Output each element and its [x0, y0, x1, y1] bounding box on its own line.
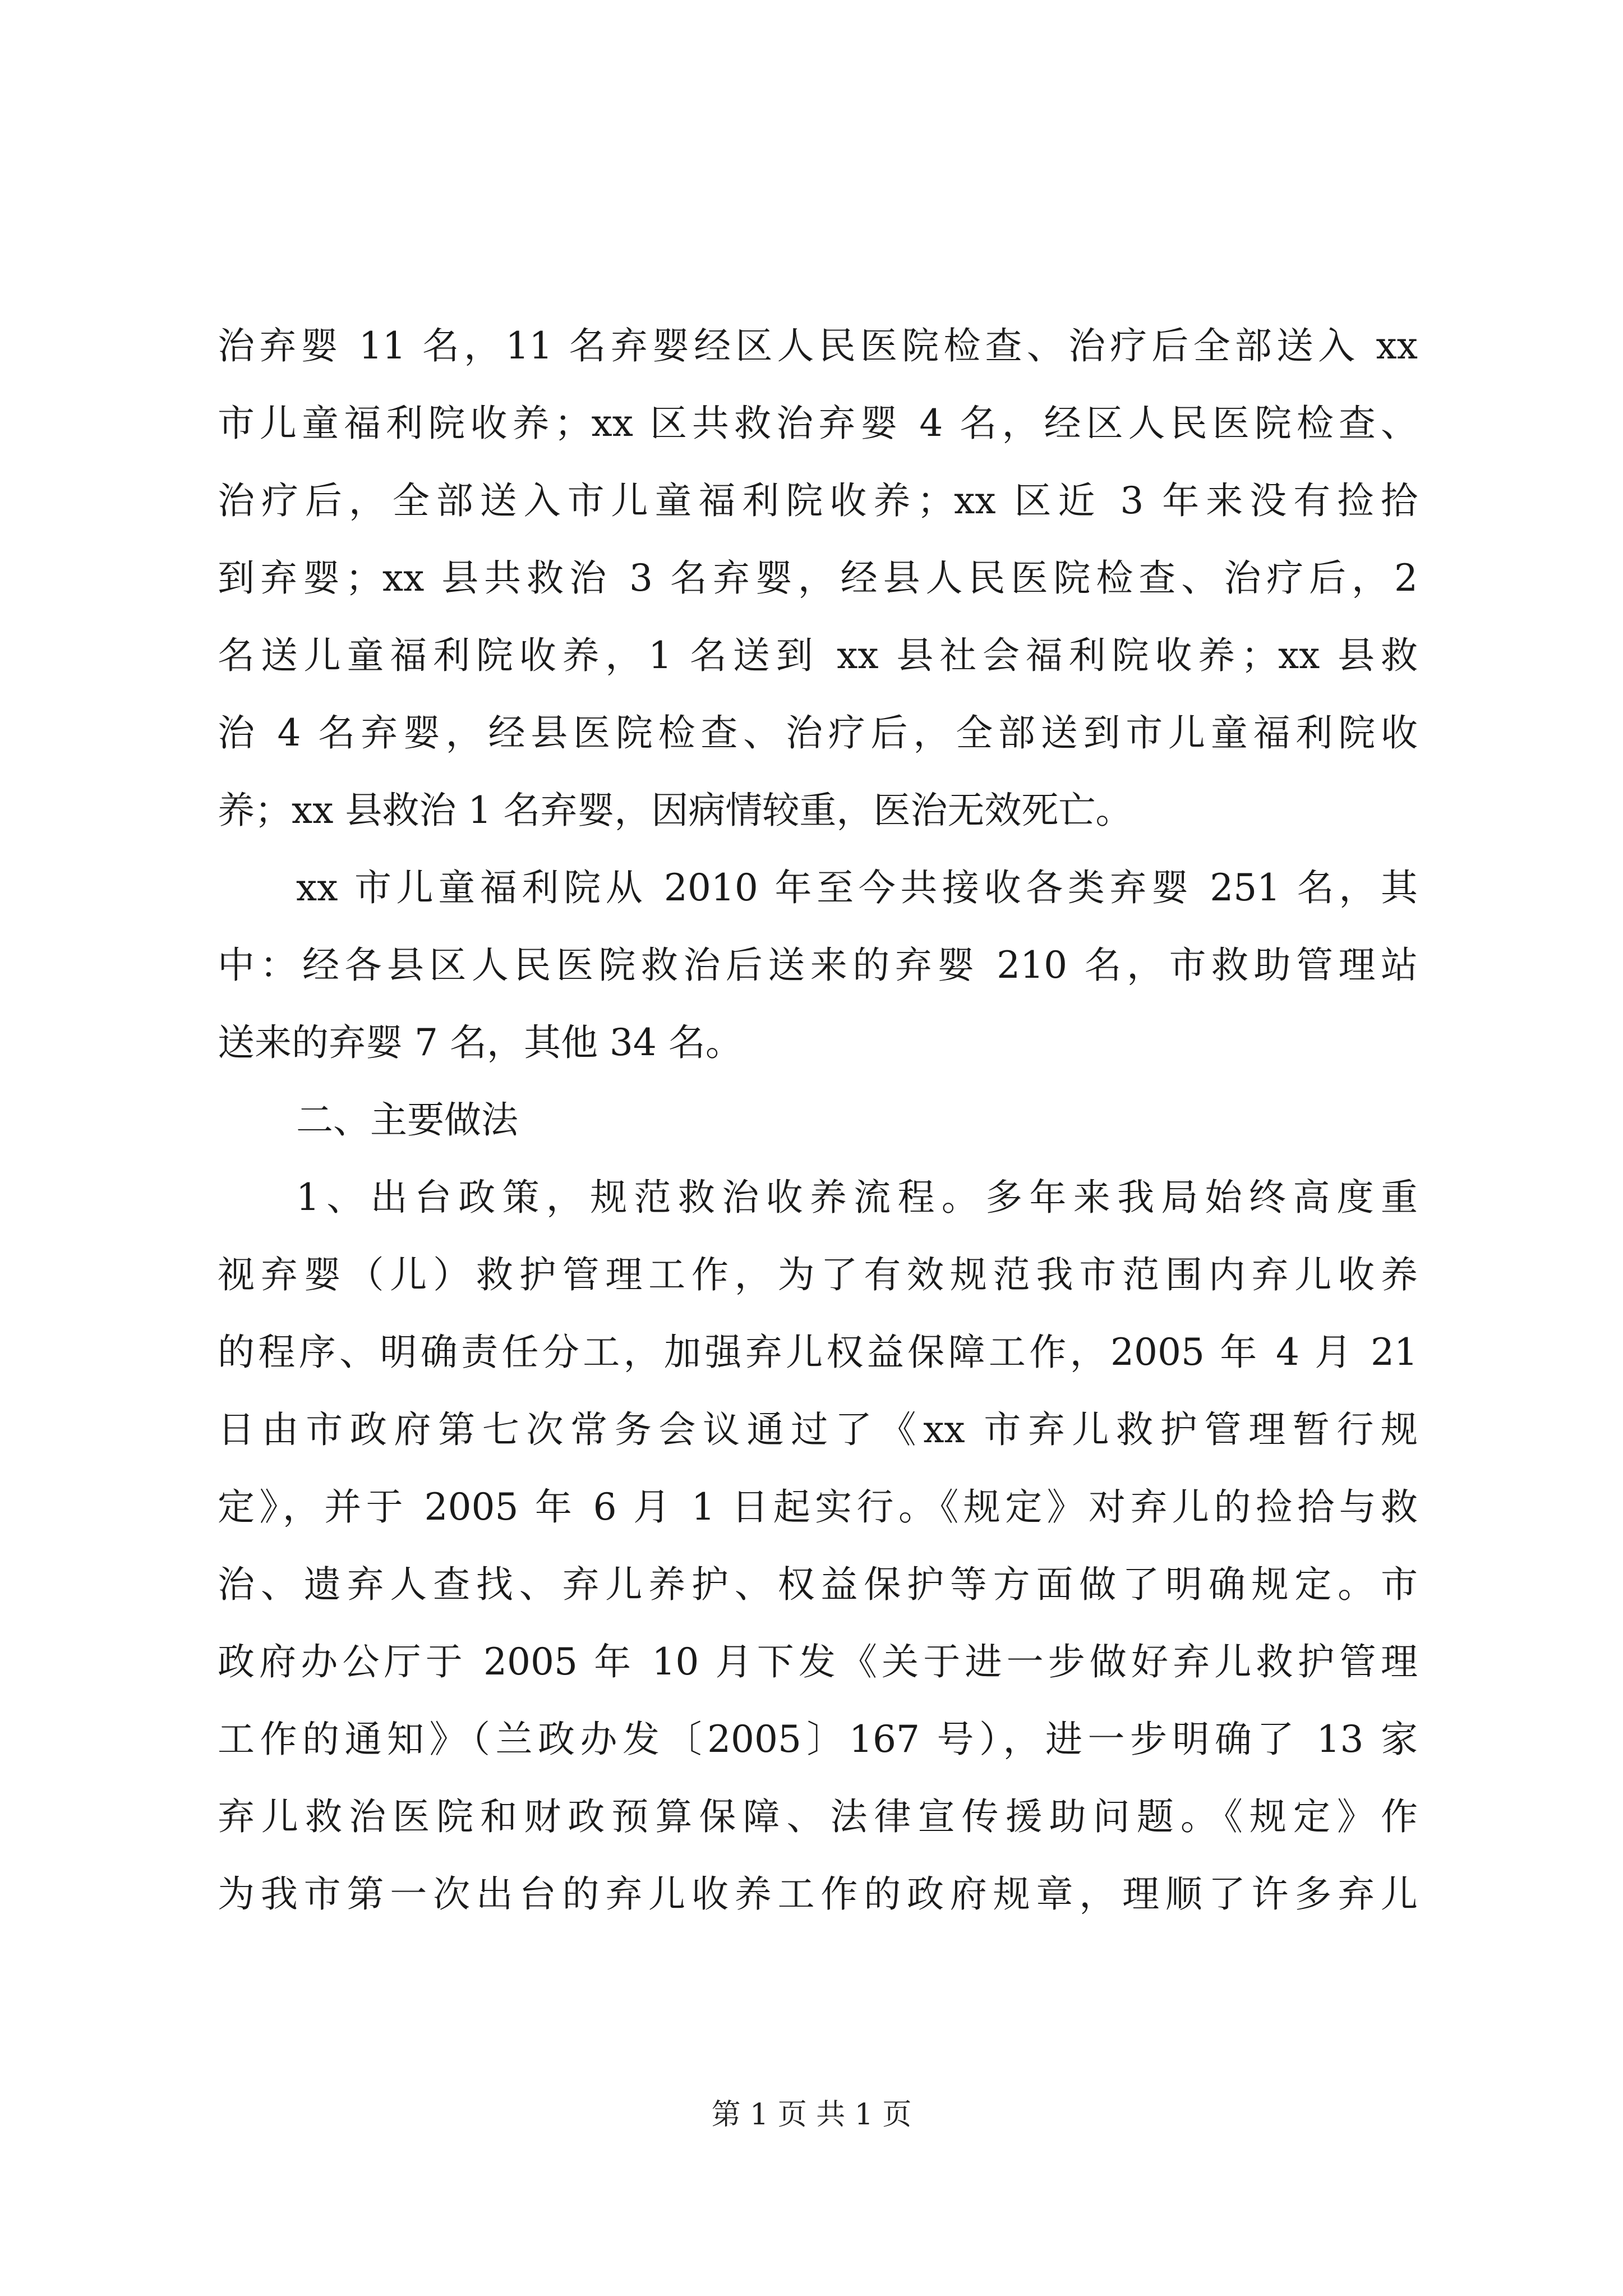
text-line: 送来的弃婴 7 名，其他 34 名。: [218, 1021, 743, 1064]
text-line: 到弃婴；xx 县共救治 3 名弃婴，经县人民医院检查、治疗后，2: [218, 556, 1418, 600]
text-line: xx 市儿童福利院从 2010 年至今共接收各类弃婴 251 名，其: [296, 866, 1418, 909]
page-footer: 第 1 页 共 1 页: [711, 2098, 912, 2132]
text-line: 治疗后，全部送入市儿童福利院收养；xx 区近 3 年来没有捡拾: [218, 479, 1418, 522]
text-line: 养；xx 县救治 1 名弃婴，因病情较重，医治无效死亡。: [218, 789, 1133, 832]
document-body: [218, 307, 1418, 1933]
text-line: 名送儿童福利院收养，1 名送到 xx 县社会福利院收养；xx 县救: [218, 634, 1418, 677]
text-line: 为我市第一次出台的弃儿收养工作的政府规章，理顺了许多弃儿: [218, 1872, 1418, 1916]
text-line: 治 4 名弃婴，经县医院检查、治疗后，全部送到市儿童福利院收: [218, 711, 1418, 754]
text-line: 市儿童福利院收养；xx 区共救治弃婴 4 名，经区人民医院检查、: [218, 402, 1418, 445]
text-line: 中：经各县区人民医院救治后送来的弃婴 210 名，市救助管理站: [218, 944, 1418, 987]
text-line: 政府办公厅于 2005 年 10 月下发《关于进一步做好弃儿救护管理: [218, 1640, 1418, 1683]
text-line: 治弃婴 11 名，11 名弃婴经区人民医院检查、治疗后全部送入 xx: [218, 324, 1418, 367]
text-line: 治、遗弃人查找、弃儿养护、权益保护等方面做了明确规定。市: [218, 1563, 1418, 1606]
text-line: 的程序、明确责任分工，加强弃儿权益保障工作，2005 年 4 月 21: [218, 1331, 1418, 1374]
text-line: 工作的通知》（兰政办发〔2005〕167 号），进一步明确了 13 家: [218, 1718, 1418, 1761]
text-line: 定》，并于 2005 年 6 月 1 日起实行。《规定》对弃儿的捡拾与救: [218, 1485, 1418, 1529]
text-line: 弃儿救治医院和财政预算保障、法律宣传援助问题。《规定》作: [218, 1795, 1418, 1838]
section-heading: 二、主要做法: [296, 1098, 518, 1142]
text-line: 视弃婴（儿）救护管理工作，为了有效规范我市范围内弃儿收养: [218, 1253, 1418, 1296]
text-line: 日由市政府第七次常务会议通过了《xx 市弃儿救护管理暂行规: [218, 1408, 1418, 1451]
text-line: 1、出台政策，规范救治收养流程。多年来我局始终高度重: [296, 1176, 1418, 1219]
